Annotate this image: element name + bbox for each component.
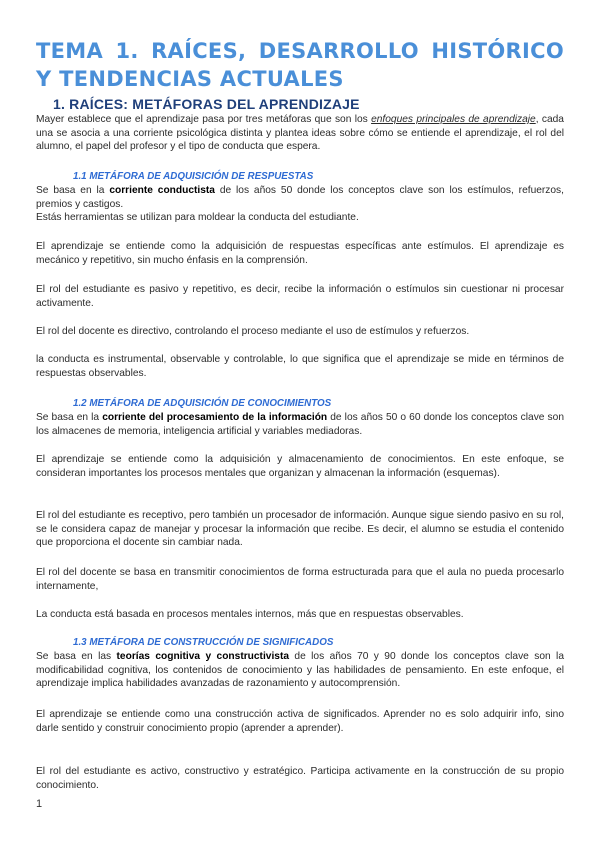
significados-p1-bold: teorías cognitiva y constructivista bbox=[116, 651, 290, 662]
significados-paragraph-2: El aprendizaje se entiende como una construcción activa de significados. Aprender no es solo adquirir info, sino darle sentido y construir conocimiento propio (aprender a aprender). bbox=[36, 709, 564, 734]
conocimientos-p1-bold: corriente del procesamiento de la información bbox=[102, 412, 328, 423]
subsection-heading-conocimientos: 1.2 METÁFORA DE ADQUISICIÓN DE CONOCIMIENTOS bbox=[73, 398, 332, 409]
intro-text-a: Mayer establece que el aprendizaje pasa por tres metáforas que son los bbox=[36, 114, 372, 125]
intro-emphasis: enfoques principales de aprendizaje bbox=[371, 114, 536, 125]
subsection-heading-respuestas: 1.1 METÁFORA DE ADQUISICIÓN DE RESPUESTAS bbox=[73, 171, 314, 182]
respuestas-paragraph-3: El rol del estudiante es pasivo y repetitivo, es decir, recibe la información o estímulos sin cuestionar ni procesar activamente. bbox=[36, 284, 564, 309]
conocimientos-paragraph-2: El aprendizaje se entiende como la adquisición y almacenamiento de conocimientos. En este enfoque, se consideran importantes los procesos mentales que organizan y almacenan la información (esquemas). bbox=[36, 454, 564, 479]
conocimientos-p1-b: de los años 50 o 60 donde los conceptos clave son los almacenes de memoria, inteligencia artificial y variables mediadoras. bbox=[36, 412, 564, 437]
subsection-heading-significados: 1.3 METÁFORA DE CONSTRUCCIÓN DE SIGNIFICADOS bbox=[73, 637, 334, 648]
conocimientos-paragraph-5: La conducta está basada en procesos mentales internos, más que en respuestas observables. bbox=[36, 609, 464, 620]
respuestas-paragraph-5: la conducta es instrumental, observable y controlable, lo que significa que el aprendizaje se mide en términos de respuestas observables. bbox=[36, 354, 564, 379]
significados-p1-a: Se basa en las bbox=[36, 651, 117, 662]
respuestas-paragraph-1 bbox=[36, 184, 564, 225]
respuestas-p1-a: Se basa en la bbox=[36, 185, 110, 196]
respuestas-p1-b: de los años 50 donde los conceptos clave son los estímulos, refuerzos, premios y castigos. bbox=[36, 185, 564, 210]
respuestas-p1-c: Estás herramientas se utilizan para moldear la conducta del estudiante. bbox=[36, 212, 359, 224]
conocimientos-paragraph-1 bbox=[36, 411, 564, 438]
page-number: 1 bbox=[36, 798, 43, 810]
intro-paragraph bbox=[36, 113, 564, 154]
intro-text-b: , cada una se asocia a una corriente psicológica distinta y plantea ideas sobre cómo se entiende el aprendizaje, el rol del alumno, el papel del profesor y el tipo de conducta que espera. bbox=[36, 114, 564, 153]
significados-paragraph-3: El rol del estudiante es activo, constructivo y estratégico. Participa activamente en la construcción de su propio conocimiento. bbox=[36, 766, 564, 791]
respuestas-paragraph-2: El aprendizaje se entiende como la adquisición de respuestas específicas ante estímulos. El aprendizaje es mecánico y repetitivo, sin mucho énfasis en la comprensión. bbox=[36, 241, 564, 266]
respuestas-paragraph-4: El rol del docente es directivo, controlando el proceso mediante el uso de estímulos y refuerzos. bbox=[36, 326, 470, 337]
conocimientos-p1-a: Se basa en la bbox=[36, 412, 103, 423]
significados-p1-b: de los años 70 y 90 donde los conceptos clave son la modificabilidad cognitiva, los contenidos de conocimiento y las habilidades de pensamiento. En este enfoque, el aprendizaje implica habilidades avanzadas de razonamiento y autocomprensión. bbox=[36, 651, 564, 690]
conocimientos-paragraph-4: El rol del docente se basa en transmitir conocimientos de forma estructurada para que el aula no pueda procesarlo internamente, bbox=[36, 567, 564, 592]
respuestas-p1-bold: corriente conductista bbox=[109, 185, 215, 196]
page-title: TEMA 1. RAÍCES, DESARROLLO HISTÓRICO Y TENDENCIAS ACTUALES bbox=[36, 39, 564, 91]
section-heading-raices: 1. RAÍCES: METÁFORAS DEL APRENDIZAJE bbox=[53, 96, 360, 112]
conocimientos-paragraph-3: El rol del estudiante es receptivo, pero también un procesador de información. Aunque sigue siendo pasivo en su rol, se le considera capaz de manejar y procesar la información que recibe. Es decir, el alumno se estudia el contenido que proporciona el docente sin cambiar nada. bbox=[36, 510, 564, 549]
significados-paragraph-1 bbox=[36, 650, 564, 691]
